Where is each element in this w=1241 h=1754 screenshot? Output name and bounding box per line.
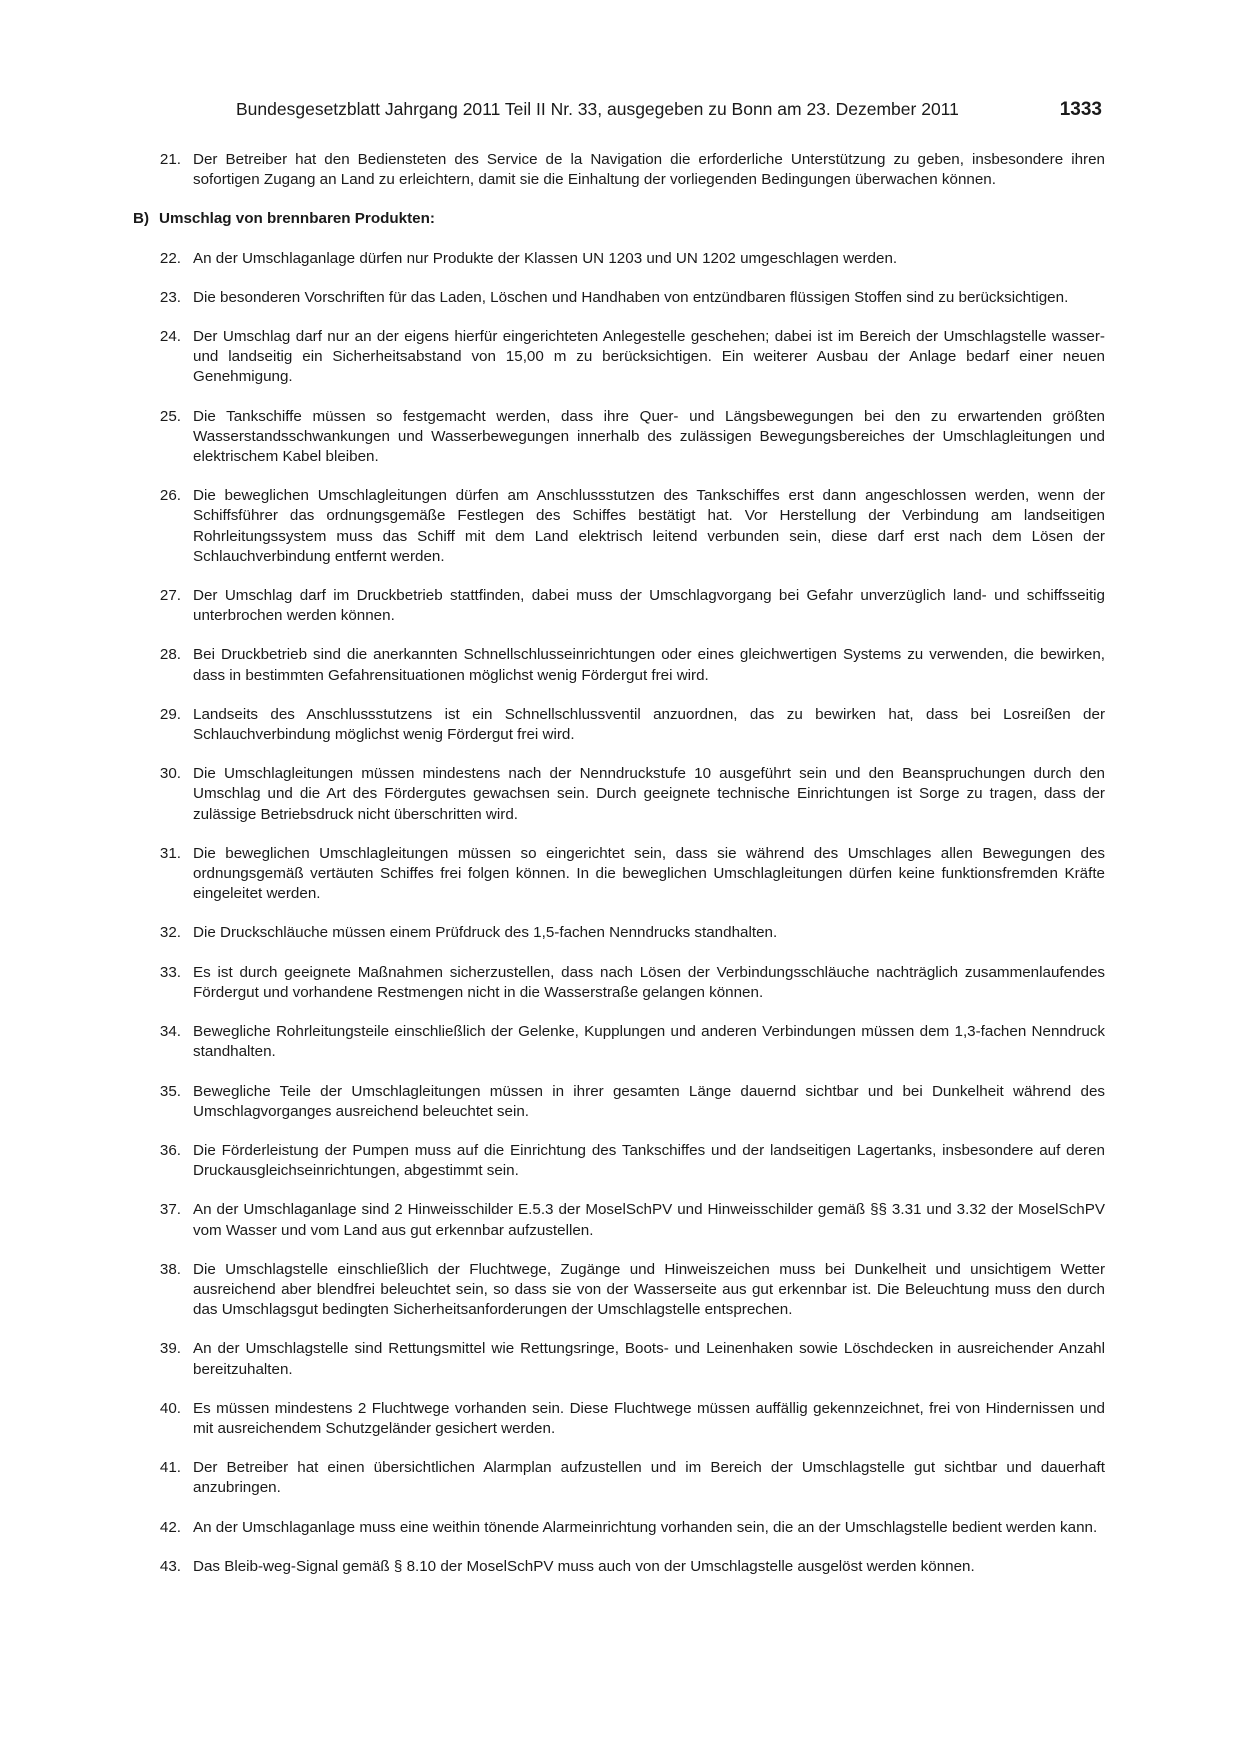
- list-item: [133, 288, 1105, 308]
- list-item: [133, 1399, 1105, 1439]
- item-text: An der Umschlaganlage sind 2 Hinweisschilder E.5.3 der MoselSchPV und Hinweisschilder gemäß §§ 3.31 und 3.32 der MoselSchPV vom Wasser und vom Land aus gut erkennbar aufzustellen.: [193, 1201, 1105, 1239]
- item-text: Die beweglichen Umschlagleitungen müssen so eingerichtet sein, dass sie während des Umschlages allen Bewegungen des ordnungsgemäß vertäuten Schiffes frei folgen können. In die beweglichen Umschlagleitungen dürfen keine funktionsfremden Kräfte eingeleitet werden.: [193, 844, 1105, 903]
- list-item: [133, 764, 1105, 825]
- item-number: 22.: [159, 249, 181, 267]
- list-item: [133, 923, 1105, 943]
- item-number: 27.: [159, 587, 181, 605]
- item-number: 39.: [159, 1340, 181, 1358]
- header-title: Bundesgesetzblatt Jahrgang 2011 Teil II Nr. 33, ausgegeben zu Bonn am 23. Dezember 2011: [236, 99, 959, 119]
- item-number: 38.: [159, 1260, 181, 1278]
- item-text: An der Umschlaganlage muss eine weithin tönende Alarmeinrichtung vorhanden sein, die an der Umschlagstelle bedient werden kann.: [193, 1518, 1098, 1536]
- list-item: [133, 1458, 1105, 1498]
- item-text: Der Betreiber hat den Bediensteten des Service de la Navigation die erforderliche Unterstützung zu geben, insbesondere ihren sofortigen Zugang an Land zu erleichtern, damit sie die Einhaltung der vorliegenden Bedingungen überwachen können.: [193, 151, 1105, 189]
- item-text: An der Umschlaganlage dürfen nur Produkte der Klassen UN 1203 und UN 1202 umgeschlagen werden.: [193, 249, 898, 267]
- item-number: 31.: [159, 844, 181, 862]
- item-text: Bewegliche Rohrleitungsteile einschließlich der Gelenke, Kupplungen und anderen Verbindungen müssen dem 1,3-fachen Nenndruck standhalten.: [193, 1023, 1105, 1061]
- page-number: 1333: [1059, 99, 1102, 120]
- list-item: [133, 486, 1105, 567]
- item-text: Landseits des Anschlussstutzens ist ein Schnellschlussventil anzuordnen, das zu bewirken hat, dass bei Losreißen der Schlauchverbindung möglichst wenig Fördergut frei wird.: [193, 705, 1105, 744]
- item-number: 30.: [159, 765, 181, 783]
- item-text: Das Bleib-weg-Signal gemäß § 8.10 der MoselSchPV muss auch von der Umschlagstelle ausgelöst werden können.: [193, 1557, 975, 1575]
- list-item: [133, 1339, 1105, 1379]
- document-body: [133, 150, 1105, 1596]
- list-item: [133, 1022, 1105, 1062]
- item-number: 26.: [159, 487, 181, 505]
- item-number: 25.: [159, 407, 181, 425]
- item-number: 21.: [159, 151, 181, 168]
- item-text: Der Umschlag darf im Druckbetrieb stattfinden, dabei muss der Umschlagvorgang bei Gefahr unverzüglich land- und schiffsseitig unterbrochen werden können.: [193, 587, 1105, 625]
- item-number: 23.: [159, 288, 181, 306]
- item-number: 24.: [159, 328, 181, 346]
- item-text: An der Umschlagstelle sind Rettungsmittel wie Rettungsringe, Boots- und Leinenhaken sowie Löschdecken in ausreichender Anzahl bereitzuhalten.: [193, 1340, 1105, 1378]
- list-item: [133, 705, 1105, 745]
- item-number: 32.: [159, 924, 181, 942]
- item-text: Die besonderen Vorschriften für das Laden, Löschen und Handhaben von entzündbaren flüssigen Stoffen sind zu berücksichtigen.: [193, 288, 1069, 306]
- item-number: 29.: [159, 705, 181, 723]
- section-label: B): [133, 210, 150, 228]
- item-text: Es ist durch geeignete Maßnahmen sicherzustellen, dass nach Lösen der Verbindungsschläuche nachträglich zusammenlaufendes Fördergut und vorhandene Restmengen nicht in die Wasserstraße gelangen können.: [193, 963, 1105, 1001]
- item-text: Der Umschlag darf nur an der eigens hierfür eingerichteten Anlegestelle geschehen; dabei ist im Bereich der Umschlagstelle wasser- und landseitig ein Sicherheitsabstand von 15,00 m zu berücksichtigen. Ein weiterer Ausbau der Anlage bedarf einer neuen Genehmigung.: [193, 328, 1105, 386]
- section-title: Umschlag von brennbaren Produkten:: [159, 210, 435, 228]
- item-number: 36.: [159, 1141, 181, 1159]
- item-number: 43.: [159, 1557, 181, 1575]
- item-text: Die beweglichen Umschlagleitungen dürfen am Anschlussstutzen des Tankschiffes erst dann angeschlossen werden, wenn der Schiffsführer das ordnungsgemäße Festlegen des Schiffes bestätigt hat. Vor Herstellung der Verbindung am landseitigen Rohrleitungssystem muss das Schiff mit dem Land elektrisch leitend verbunden sein, diese darf erst nach dem Lösen der Schlauchverbindung entfernt werden.: [193, 487, 1105, 565]
- item-number: 35.: [159, 1082, 181, 1100]
- item-text: Die Förderleistung der Pumpen muss auf die Einrichtung des Tankschiffes und der landseitigen Lagertanks, insbesondere auf deren Druckausgleichseinrichtungen, abgestimmt sein.: [193, 1141, 1105, 1180]
- list-item: [133, 1260, 1105, 1321]
- item-text: Die Druckschläuche müssen einem Prüfdruck des 1,5-fachen Nenndrucks standhalten.: [193, 924, 778, 942]
- list-item: [133, 327, 1105, 388]
- list-item: [133, 844, 1105, 905]
- page-header: [236, 99, 1102, 121]
- item-number: 42.: [159, 1518, 181, 1536]
- item-text: Die Umschlagleitungen müssen mindestens nach der Nenndruckstufe 10 ausgeführt sein und den Beanspruchungen durch den Umschlag und die Art des Fördergutes gewachsen sein. Durch geeignete technische Einrichtungen ist Sorge zu tragen, dass der zulässige Betriebsdruck nicht überschritten wird.: [193, 765, 1105, 823]
- item-text: Bei Druckbetrieb sind die anerkannten Schnellschlusseinrichtungen oder eines gleichwertigen Systems zu verwenden, die bewirken, dass in bestimmten Gefahrensituationen möglichst wenig Fördergut frei wird.: [193, 646, 1105, 684]
- item-number: 37.: [159, 1201, 181, 1219]
- list-item: [133, 1557, 1105, 1577]
- section-heading: [133, 209, 1105, 229]
- list-item: [133, 586, 1105, 626]
- item-text: Die Umschlagstelle einschließlich der Fluchtwege, Zugänge und Hinweiszeichen muss bei Dunkelheit und unsichtigem Wetter ausreichend aber blendfrei beleuchtet sein, so dass sie von der Wasserseite aus gut erkennbar ist. Die Beleuchtung muss den durch das Umschlagsgut bedingten Sicherheitsanforderungen der Umschlagstelle entsprechen.: [193, 1260, 1105, 1319]
- item-text: Bewegliche Teile der Umschlagleitungen müssen in ihrer gesamten Länge dauernd sichtbar und bei Dunkelheit während des Umschlagvorganges ausreichend beleuchtet sein.: [193, 1082, 1105, 1120]
- item-number: 34.: [159, 1023, 181, 1041]
- list-item: [133, 1141, 1105, 1181]
- item-text: Die Tankschiffe müssen so festgemacht werden, dass ihre Quer- und Längsbewegungen bei den zu erwartenden größten Wasserstandsschwankungen und Wasserbewegungen innerhalb des zulässigen Bewegungsbereiches der Umschlagleitungen und elektrischem Kabel bleiben.: [193, 407, 1105, 466]
- item-number: 28.: [159, 646, 181, 664]
- list-item: [133, 249, 1105, 269]
- list-item: [133, 1082, 1105, 1122]
- item-number: 40.: [159, 1399, 181, 1417]
- item-text: Der Betreiber hat einen übersichtlichen Alarmplan aufzustellen und im Bereich der Umschlagstelle gut sichtbar und dauerhaft anzubringen.: [193, 1459, 1105, 1497]
- list-item: [133, 645, 1105, 685]
- item-text: Es müssen mindestens 2 Fluchtwege vorhanden sein. Diese Fluchtwege müssen auffällig gekennzeichnet, frei von Hindernissen und mit ausreichendem Schutzgeländer gesichert werden.: [193, 1399, 1105, 1437]
- list-item: [133, 150, 1105, 190]
- list-item: [133, 963, 1105, 1003]
- list-item: [133, 1200, 1105, 1240]
- list-item: [133, 1518, 1105, 1538]
- list-item: [133, 407, 1105, 468]
- item-number: 33.: [159, 963, 181, 981]
- item-number: 41.: [159, 1459, 181, 1477]
